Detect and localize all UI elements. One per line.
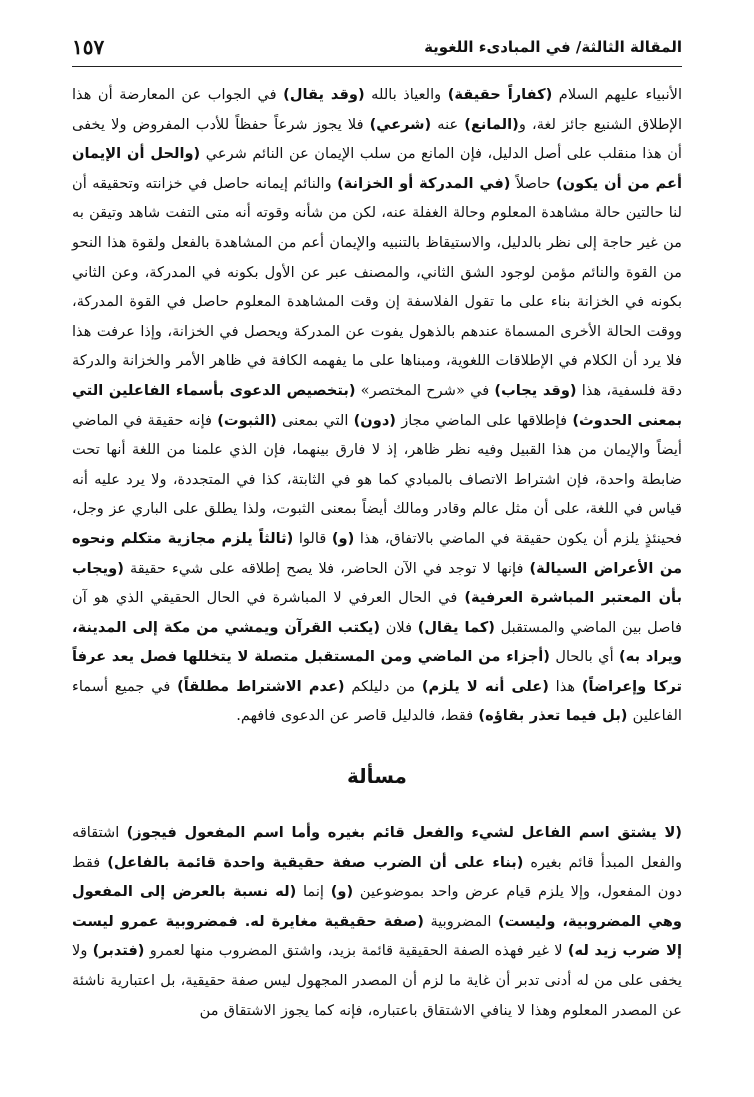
sharh-segment: في «شرح المختصر» bbox=[355, 381, 495, 399]
matn-segment: (أجزاء من الماضي ومن المستقبل متصلة لا يتخللها فصل يعد عرفاً تركا وإعراضاً) bbox=[72, 648, 682, 695]
sharh-segment: فقط دون المفعول، وإلا يلزم قيام عرض واحد بموضوعين bbox=[72, 853, 683, 901]
sharh-segment: المضروبية bbox=[423, 912, 498, 930]
matn-segment: (و) bbox=[330, 883, 354, 901]
matn-segment: (له نسبة بالعرض إلى المفعول وهي المضروبية، وليست) bbox=[72, 883, 682, 930]
sharh-segment: في جميع أسماء الفاعلين bbox=[72, 677, 682, 725]
paragraph-masala bbox=[72, 818, 682, 1025]
matn-segment: (و) bbox=[331, 529, 355, 547]
running-title: المقالة الثالثة/ في المبادىء اللغوية bbox=[424, 38, 682, 56]
matn-segment: (لا يشتق اسم الفاعل لشيء والفعل قائم بغيره وأما اسم المفعول فيجوز) bbox=[126, 824, 682, 842]
page-header bbox=[72, 30, 682, 64]
matn-segment: (عدم الاشتراط مطلقاً) bbox=[177, 677, 345, 695]
sharh-segment: من دليلكم bbox=[344, 677, 422, 695]
matn-segment: (على أنه لا يلزم) bbox=[421, 677, 549, 695]
sharh-segment: إنما bbox=[296, 883, 331, 901]
sharh-segment: والعياذ بالله bbox=[364, 86, 448, 103]
matn-segment: (وقد يجاب) bbox=[494, 381, 577, 399]
matn-segment: (صفة حقيقية مغايرة له. فمضروبية عمرو ليست إلا ضرب زيد له) bbox=[72, 912, 682, 960]
matn-segment: (بناء على أن الضرب صفة حقيقية واحدة قائمة بالفاعل) bbox=[107, 853, 524, 871]
sharh-segment: أي بالحال bbox=[549, 648, 620, 666]
sharh-segment: فقط، فالدليل قاصر عن الدعوى فافهم. bbox=[236, 707, 479, 725]
sharh-segment: فإنه حقيقة في الماضي أيضاً والإيمان من هذا القبيل وفيه نظر ظاهر، إذ لا فارق بينهما، فإن الذي علمنا من اللغة أنها تحت ضابطة واحدة، فإن اشتراط الاتصاف بالمبادي كما هو في الثابتة، كذا في المتجددة، ولا يرد عليه أنه قياس في اللغة، على أن مثل عالم وقادر ومالك أيضاً بمعنى الثبوت، ولذا يطلق على الباري عز وجل، فحينئذٍ يلزم أن يكون حقيقة في الماضي بالاتفاق، هذا bbox=[72, 411, 682, 547]
sharh-segment: لا غير فهذه الصفة الحقيقية قائمة بزيد، واشتق المضروب منها لعمرو bbox=[144, 942, 568, 960]
sharh-segment: فإنها لا توجد في الآن الحاضر، فلا يصح إطلاقه على شيء حقيقة bbox=[123, 559, 530, 577]
sharh-segment: اشتقاقه والفعل المبدأ قائم بغيره bbox=[72, 824, 682, 871]
matn-segment: (دون) bbox=[353, 411, 396, 429]
matn-segment: (الثبوت) bbox=[217, 411, 277, 429]
sharh-segment: التي بمعنى bbox=[276, 411, 354, 429]
sharh-segment: قالوا bbox=[293, 529, 332, 547]
page-number: ١٥٧ bbox=[72, 35, 105, 59]
paragraph-commentary bbox=[72, 80, 682, 731]
matn-segment: (كما يقال) bbox=[417, 618, 495, 636]
sharh-segment: في الحال العرفي لا المباشرة في الحال الحقيقي الذي هو آن فاصل بين الماضي والمستقبل bbox=[72, 589, 682, 636]
sharh-segment: والنائم إيمانه حاصل في خزانته وتحقيقه أن لنا حالتين حالة مشاهدة المعلوم وحالة الغفلة عنه، لكن من شأنه وقوته أنه متى التفت شاهد وتيقن به من غير حاجة إلى نظر بالدليل، والاستيقاظ بالتنبيه والإيمان أعم من المشاهدة بالفعل ولقوة هذا النحو من القوة والنائم مؤمن لوجود الشق الثاني، والمصنف عبر عن الأول بكونه في المدركة، وعن الثاني بكونه في الخزانة بناء على ما تقول الفلاسفة إن وقت المشاهدة المعلوم حاصل في القوة المدركة، ووقت الحالة الأخرى المسماة عندهم بالذهول يفوت عن المدركة ويحصل في الخزانة، وإذا عرفت هذا فلا يرد أن الكلام في الإطلاقات اللغوية، ومبناها على ما يفهمه الكافة في ظاهر الأمر والخزانة والدركة دقة فلسفية، هذا bbox=[72, 174, 682, 399]
sharh-segment: في الجواب عن المعارضة أن هذا الإطلاق الشنيع جائز لغة، و bbox=[72, 86, 682, 133]
matn-segment: (بل فيما تعذر بقاؤه) bbox=[478, 707, 628, 725]
matn-segment: (والحل أن الإيمان أعم من أن يكون) bbox=[72, 145, 682, 192]
sharh-segment: فإطلاقها على الماضي مجاز bbox=[395, 411, 573, 429]
sharh-segment: فلان bbox=[380, 618, 418, 636]
matn-segment: (ويجاب بأن المعتبر المباشرة العرفية) bbox=[72, 559, 683, 607]
matn-segment: (وقد يقال) bbox=[283, 86, 365, 103]
matn-segment: (المانع) bbox=[464, 115, 519, 133]
sharh-segment: الأنبياء عليهم السلام bbox=[552, 86, 683, 103]
matn-segment: (شرعي) bbox=[369, 115, 432, 133]
sharh-segment: عنه bbox=[431, 115, 465, 133]
matn-segment: (بتخصيص الدعوى بأسماء الفاعلين التي بمعنى الحدوث) bbox=[72, 381, 683, 429]
sharh-segment: فلا يجوز شرعاً حفظاً للأدب المفروض ولا يخفى أن هذا منقلب على أصل الدليل، فإن المانع من سلب الإيمان عن النائم شرعي bbox=[72, 115, 682, 163]
sharh-segment: ولا يخفى على من له أدنى تدبر أن غاية ما لزم أن المصدر المجهول ليس صفة حقيقية، بل اعتبارية ناشئة عن المصدر المعلوم وهذا لا ينافي الاشتقاق باعتباره، فإنه كما يجوز الاشتقاق من bbox=[72, 942, 682, 1019]
matn-segment: (في المدركة أو الخزانة) bbox=[337, 174, 511, 192]
sharh-segment: حاصلاً bbox=[510, 174, 556, 192]
matn-segment: (ثالثاً يلزم مجازية متكلم ونحوه من الأعراض السيالة) bbox=[72, 529, 682, 577]
matn-segment: (يكتب القرآن ويمشي من مكة إلى المدينة، ويراد به) bbox=[72, 618, 683, 666]
section-heading: مسألة bbox=[347, 764, 407, 789]
matn-segment: (كفاراً حقيقة) bbox=[447, 86, 553, 103]
main-text bbox=[72, 80, 682, 1025]
header-rule bbox=[72, 66, 682, 67]
matn-segment: (فتدبر) bbox=[92, 942, 145, 960]
sharh-segment: هذا bbox=[548, 677, 582, 695]
